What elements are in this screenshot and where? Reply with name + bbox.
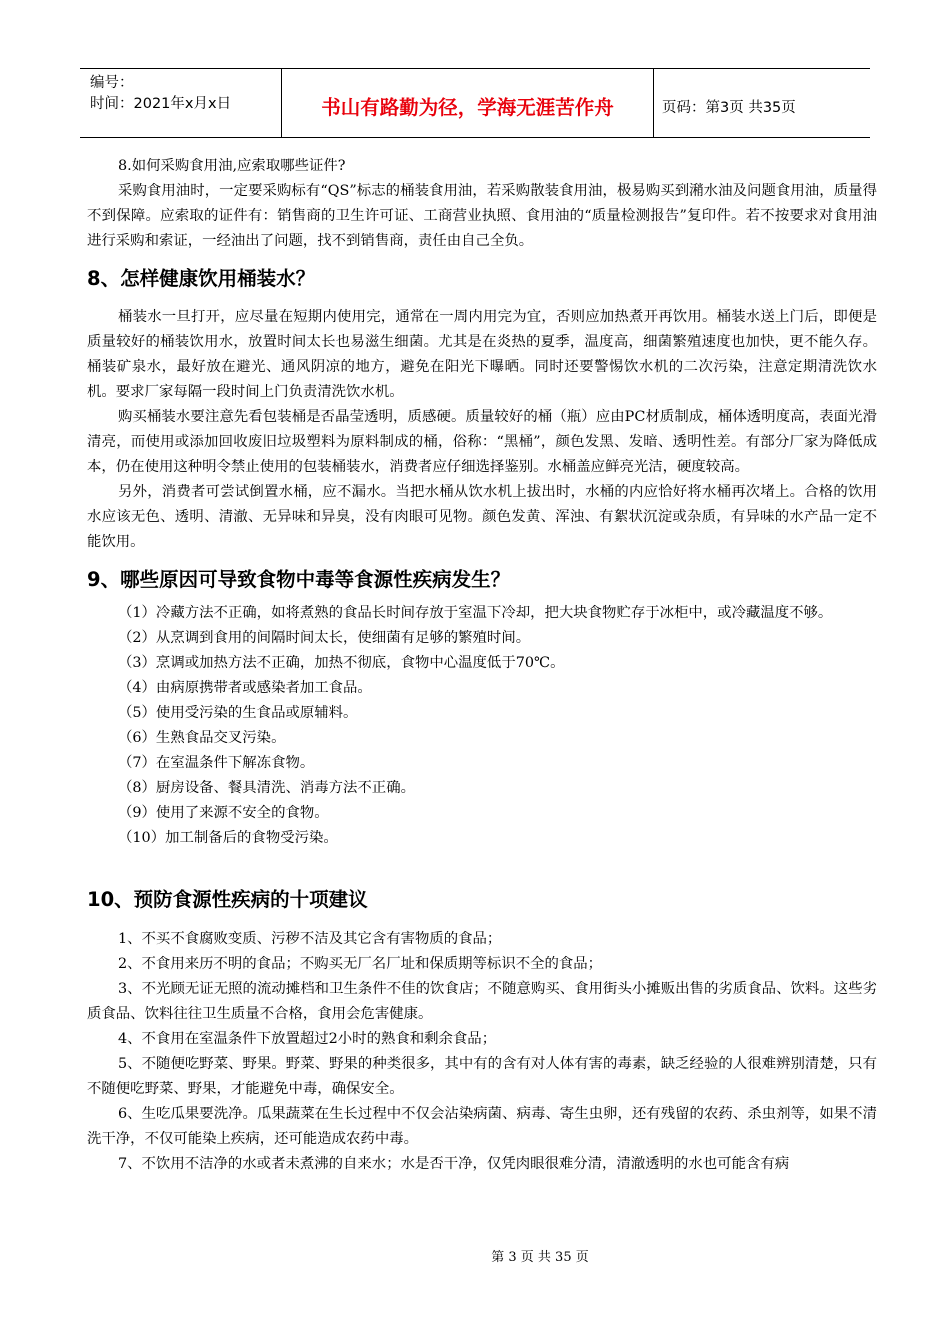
page-footer: 第 3 页 共 35 页 — [491, 1250, 589, 1265]
section-9-item: （7）在室温条件下解冻食物。 — [118, 755, 315, 771]
section-10-item: 4、不食用在室温条件下放置超过2小时的熟食和剩余食品； — [118, 1031, 497, 1047]
section-10-title: 10、预防食源性疾病的十项建议 — [87, 888, 368, 911]
section-10-item: 3、不光顾无证无照的流动摊档和卫生条件不佳的饮食店；不随意购买、食用街头小摊贩出售的劣质食品、饮料。这些劣质食品、饮料往往卫生质量不合格，食用会危害健康。 — [87, 981, 877, 1022]
header-motto: 书山有路勤为径，学海无涯苦作舟 — [282, 69, 654, 137]
section-8-paragraph: 购买桶装水要注意先看包装桶是否晶莹透明，质感硬。质量较好的桶（瓶）应由PC材质制成，桶体透明度高，表面光滑清亮，而使用或添加回收废旧垃圾塑料为原料制成的桶，俗称：“黑桶”，颜色发黑、发暗、透明性差。有部分厂家为降低成本，仍在使用这种明令禁止使用的包装桶装水，消费者应仔细选择鉴别。水桶盖应鲜亮光洁，硬度较高。 — [87, 409, 877, 475]
page-header — [80, 68, 870, 138]
header-meta — [80, 69, 282, 137]
section-9-item: （4）由病原携带者或感染者加工食品。 — [118, 680, 372, 696]
section-9-item: （1）冷藏方法不正确，如将煮熟的食品长时间存放于室温下冷却，把大块食物贮存于冰柜中，或冷藏温度不够。 — [118, 605, 833, 621]
header-page-info: 页码：第3页 共35页 — [662, 99, 796, 116]
section-9-item: （8）厨房设备、餐具清洗、消毒方法不正确。 — [118, 780, 415, 796]
section-9-item: （2）从烹调到食用的间隔时间太长，使细菌有足够的繁殖时间。 — [118, 630, 531, 646]
header-code: 编号： — [90, 75, 134, 91]
section-10-item: 2、不食用来历不明的食品；不购买无厂名厂址和保质期等标识不全的食品； — [118, 956, 603, 972]
section-9-item: （6）生熟食品交叉污染。 — [118, 730, 286, 746]
section-10-item: 7、不饮用不洁净的水或者未煮沸的自来水；水是否干净，仅凭肉眼很难分清，清澈透明的水也可能含有病 — [118, 1156, 790, 1172]
section-9-item: （9）使用了来源不安全的食物。 — [118, 805, 329, 821]
section-9-item: （10）加工制备后的食物受污染。 — [118, 830, 338, 846]
section-9-item: （5）使用受污染的生食品或原辅料。 — [118, 705, 358, 721]
section-8-paragraph: 桶装水一旦打开，应尽量在短期内使用完，通常在一周内用完为宜，否则应加热煮开再饮用。桶装水送上门后，即便是质量较好的桶装饮用水，放置时间太长也易滋生细菌。尤其是在炎热的夏季，温度高，细菌繁殖速度也加快，更不能久存。桶装矿泉水，最好放在避光、通风阴凉的地方，避免在阳光下曝晒。同时还要警惕饮水机的二次污染，注意定期清洗饮水机。要求厂家每隔一段时间上门负责清洗饮水机。 — [87, 309, 877, 400]
section-10-item: 1、不买不食腐败变质、污秽不洁及其它含有害物质的食品； — [118, 931, 502, 947]
section-9-item: （3）烹调或加热方法不正确，加热不彻底，食物中心温度低于70℃。 — [118, 655, 565, 671]
section-8-paragraph: 另外，消费者可尝试倒置水桶，应不漏水。当把水桶从饮水机上拔出时，水桶的内应恰好将水桶再次堵上。合格的饮用水应该无色、透明、清澈、无异味和异臭，没有肉眼可见物。颜色发黄、浑浊、有絮状沉淀或杂质，有异味的水产品一定不能饮用。 — [87, 484, 877, 550]
header-time: 时间：2021年x月x日 — [90, 96, 232, 112]
section-8-title: 8、怎样健康饮用桶装水？ — [87, 267, 316, 290]
section-10-item: 6、生吃瓜果要洗净。瓜果蔬菜在生长过程中不仅会沾染病菌、病毒、寄生虫卵，还有残留的农药、杀虫剂等，如果不清洗干净，不仅可能染上疾病，还可能造成农药中毒。 — [87, 1106, 877, 1147]
document-body — [87, 154, 877, 1177]
section-9-title: 9、哪些原因可导致食物中毒等食源性疾病发生？ — [87, 568, 511, 591]
q8-question: 8.如何采购食用油,应索取哪些证件? — [118, 158, 346, 174]
q8-answer: 采购食用油时，一定要采购标有“QS”标志的桶装食用油，若采购散装食用油，极易购买到潲水油及问题食用油，质量得不到保障。应索取的证件有：销售商的卫生许可证、工商营业执照、食用油的“质量检测报告”复印件。若不按要求对食用油进行采购和索证，一经油出了问题，找不到销售商，责任由自己全负。 — [87, 183, 877, 249]
section-10-item: 5、不随便吃野菜、野果。野菜、野果的种类很多，其中有的含有对人体有害的毒素，缺乏经验的人很难辨别清楚，只有不随便吃野菜、野果，才能避免中毒，确保安全。 — [87, 1056, 877, 1097]
